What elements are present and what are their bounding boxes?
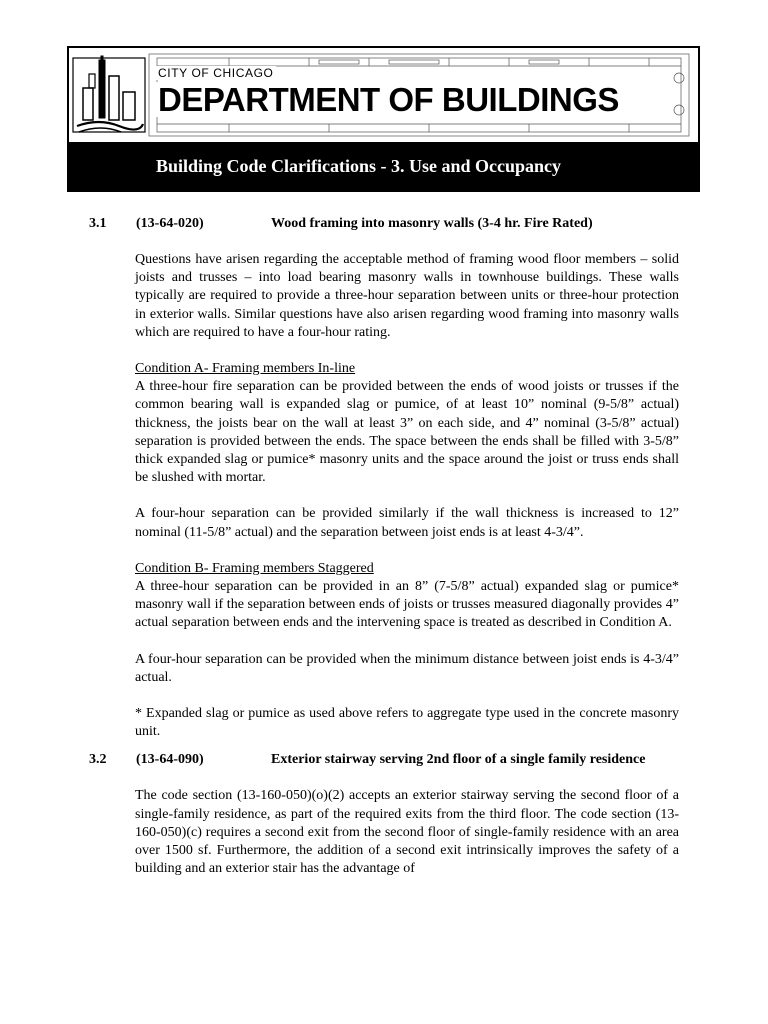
condition-a-paragraph: A three-hour fire separation can be provided between the ends of wood joists or trusses if the common bearing wall is expanded slag or pumice, of at least 10” nominal (9-5/8” actual) thickness, the joists bear on the wall at least 3” on each side, and 4” nominal (3-5/8” actual) separation is provided between the ends. The space between the ends shall be filled with 3-5/8” thick expanded slag or pumice* masonry units and the space around the joist or truss ends shall be slushed with mortar. [135, 379, 679, 486]
document-body [89, 215, 679, 878]
section-number: 3.1 [89, 216, 107, 231]
section-heading [89, 215, 679, 233]
department-banner [69, 48, 698, 142]
section-title: Wood framing into masonry walls (3-4 hr. Fire Rated) [271, 216, 593, 231]
intro-paragraph: Questions have arisen regarding the acceptable method of framing wood floor members – solid joists and trusses – into load bearing masonry walls in townhouse buildings. These walls typically are required to provide a three-hour separation between units or three-hour protection in exterior walls. Similar questions have also arisen regarding wood framing into masonry walls which are required to have a four-hour rating. [135, 252, 679, 340]
document-header [67, 46, 700, 192]
section-title: Exterior stairway serving 2nd floor of a single family residence [271, 752, 646, 768]
condition-a-four-hour-paragraph: A four-hour separation can be provided similarly if the wall thickness is increased to 12” nominal (11-5/8” actual) and the separation between joist ends is at least 4-3/4”. [135, 506, 679, 540]
intro-paragraph: The code section (13-160-050)(o)(2) accepts an exterior stairway serving the second floor of a single-family residence, as part of the required exits from the third floor. The code section (13-160-050)(c) requires a second exit from the second floor of single-family residence with an area over 1500 sf. Furthermore, the addition of a second exit intrinsically improves the safety of a building and an exterior stair has the advantage of [135, 788, 679, 877]
section-code: (13-64-020) [136, 216, 204, 231]
footnote: * Expanded slag or pumice as used above refers to aggregate type used in the concrete masonry unit. [135, 706, 679, 740]
section-body [135, 251, 679, 741]
condition-b-paragraph: A three-hour separation can be provided in an 8” (7-5/8” actual) expanded slag or pumice* masonry wall if the separation between ends of joists or trusses measured diagonally provides 4” actual separation between ends and the intervening space is treated as described in Condition A. [135, 579, 679, 631]
condition-b-heading: Condition B- Framing members Staggered [135, 560, 374, 576]
condition-b-four-hour-paragraph: A four-hour separation can be provided when the minimum distance between joist ends is 4-3/4” actual. [135, 651, 679, 685]
condition-a-heading: Condition A- Framing members In-line [135, 361, 356, 377]
section-heading [89, 751, 679, 769]
department-title: DEPARTMENT OF BUILDINGS [155, 82, 622, 117]
section-body [135, 787, 679, 878]
section-number: 3.2 [89, 752, 107, 768]
chicago-skyline-logo [73, 56, 145, 132]
city-label: CITY OF CHICAGO [155, 66, 276, 80]
section-code: (13-64-090) [136, 752, 204, 768]
document-title: Building Code Clarifications - 3. Use and Occupancy [69, 142, 698, 190]
